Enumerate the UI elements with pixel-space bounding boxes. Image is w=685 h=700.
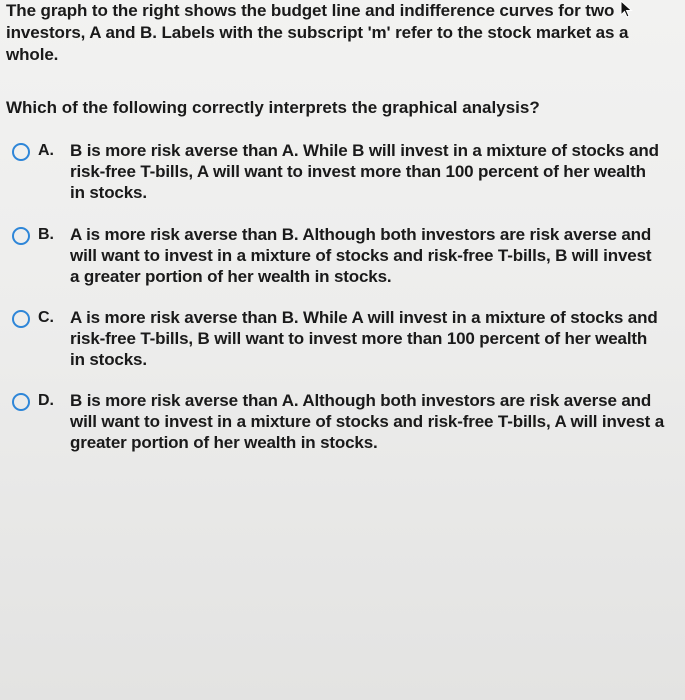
option-a-line-3: in stocks. [70, 183, 147, 202]
option-d-line-3: greater portion of her wealth in stocks. [70, 433, 378, 452]
option-b-line-2: will want to invest in a mixture of stocks and risk-free T-bills, B will invest [70, 246, 652, 265]
option-d-line-2: will want to invest in a mixture of stocks and risk-free T-bills, A will invest a [70, 412, 665, 431]
option-d-line-1: B is more risk averse than A. Although both investors are risk averse and [70, 391, 652, 410]
option-b-line-1: A is more risk averse than B. Although both investors are risk averse and [70, 225, 652, 244]
option-a-line-1: B is more risk averse than A. While B will invest in a mixture of stocks and [70, 141, 659, 160]
question-prompt: Which of the following correctly interprets the graphical analysis? [6, 98, 540, 117]
intro-line-1: The graph to the right shows the budget line and indifference curves for two [6, 1, 615, 20]
option-letter-c: C. [38, 309, 54, 326]
intro-line-2: investors, A and B. Labels with the subscript 'm' refer to the stock market as a [6, 23, 629, 42]
option-text-a [70, 140, 682, 203]
option-c-line-1: A is more risk averse than B. While A will invest in a mixture of stocks and [70, 308, 658, 327]
radio-button-a[interactable] [12, 143, 30, 161]
option-c-line-2: risk-free T-bills, B will want to invest more than 100 percent of her wealth [70, 329, 648, 348]
mouse-pointer-icon [620, 0, 634, 18]
question-intro [6, 0, 666, 66]
intro-line-3: whole. [6, 45, 59, 64]
option-letter-d: D. [38, 392, 54, 409]
option-letter-a: A. [38, 142, 54, 159]
radio-button-b[interactable] [12, 227, 30, 245]
option-b-line-3: a greater portion of her wealth in stocks. [70, 267, 392, 286]
option-text-d [70, 390, 682, 453]
option-c-line-3: in stocks. [70, 350, 147, 369]
option-letter-b: B. [38, 226, 54, 243]
radio-button-c[interactable] [12, 310, 30, 328]
option-text-c [70, 307, 682, 370]
option-text-b [70, 224, 682, 287]
radio-button-d[interactable] [12, 393, 30, 411]
option-a-line-2: risk-free T-bills, A will want to invest more than 100 percent of her wealth [70, 162, 646, 181]
